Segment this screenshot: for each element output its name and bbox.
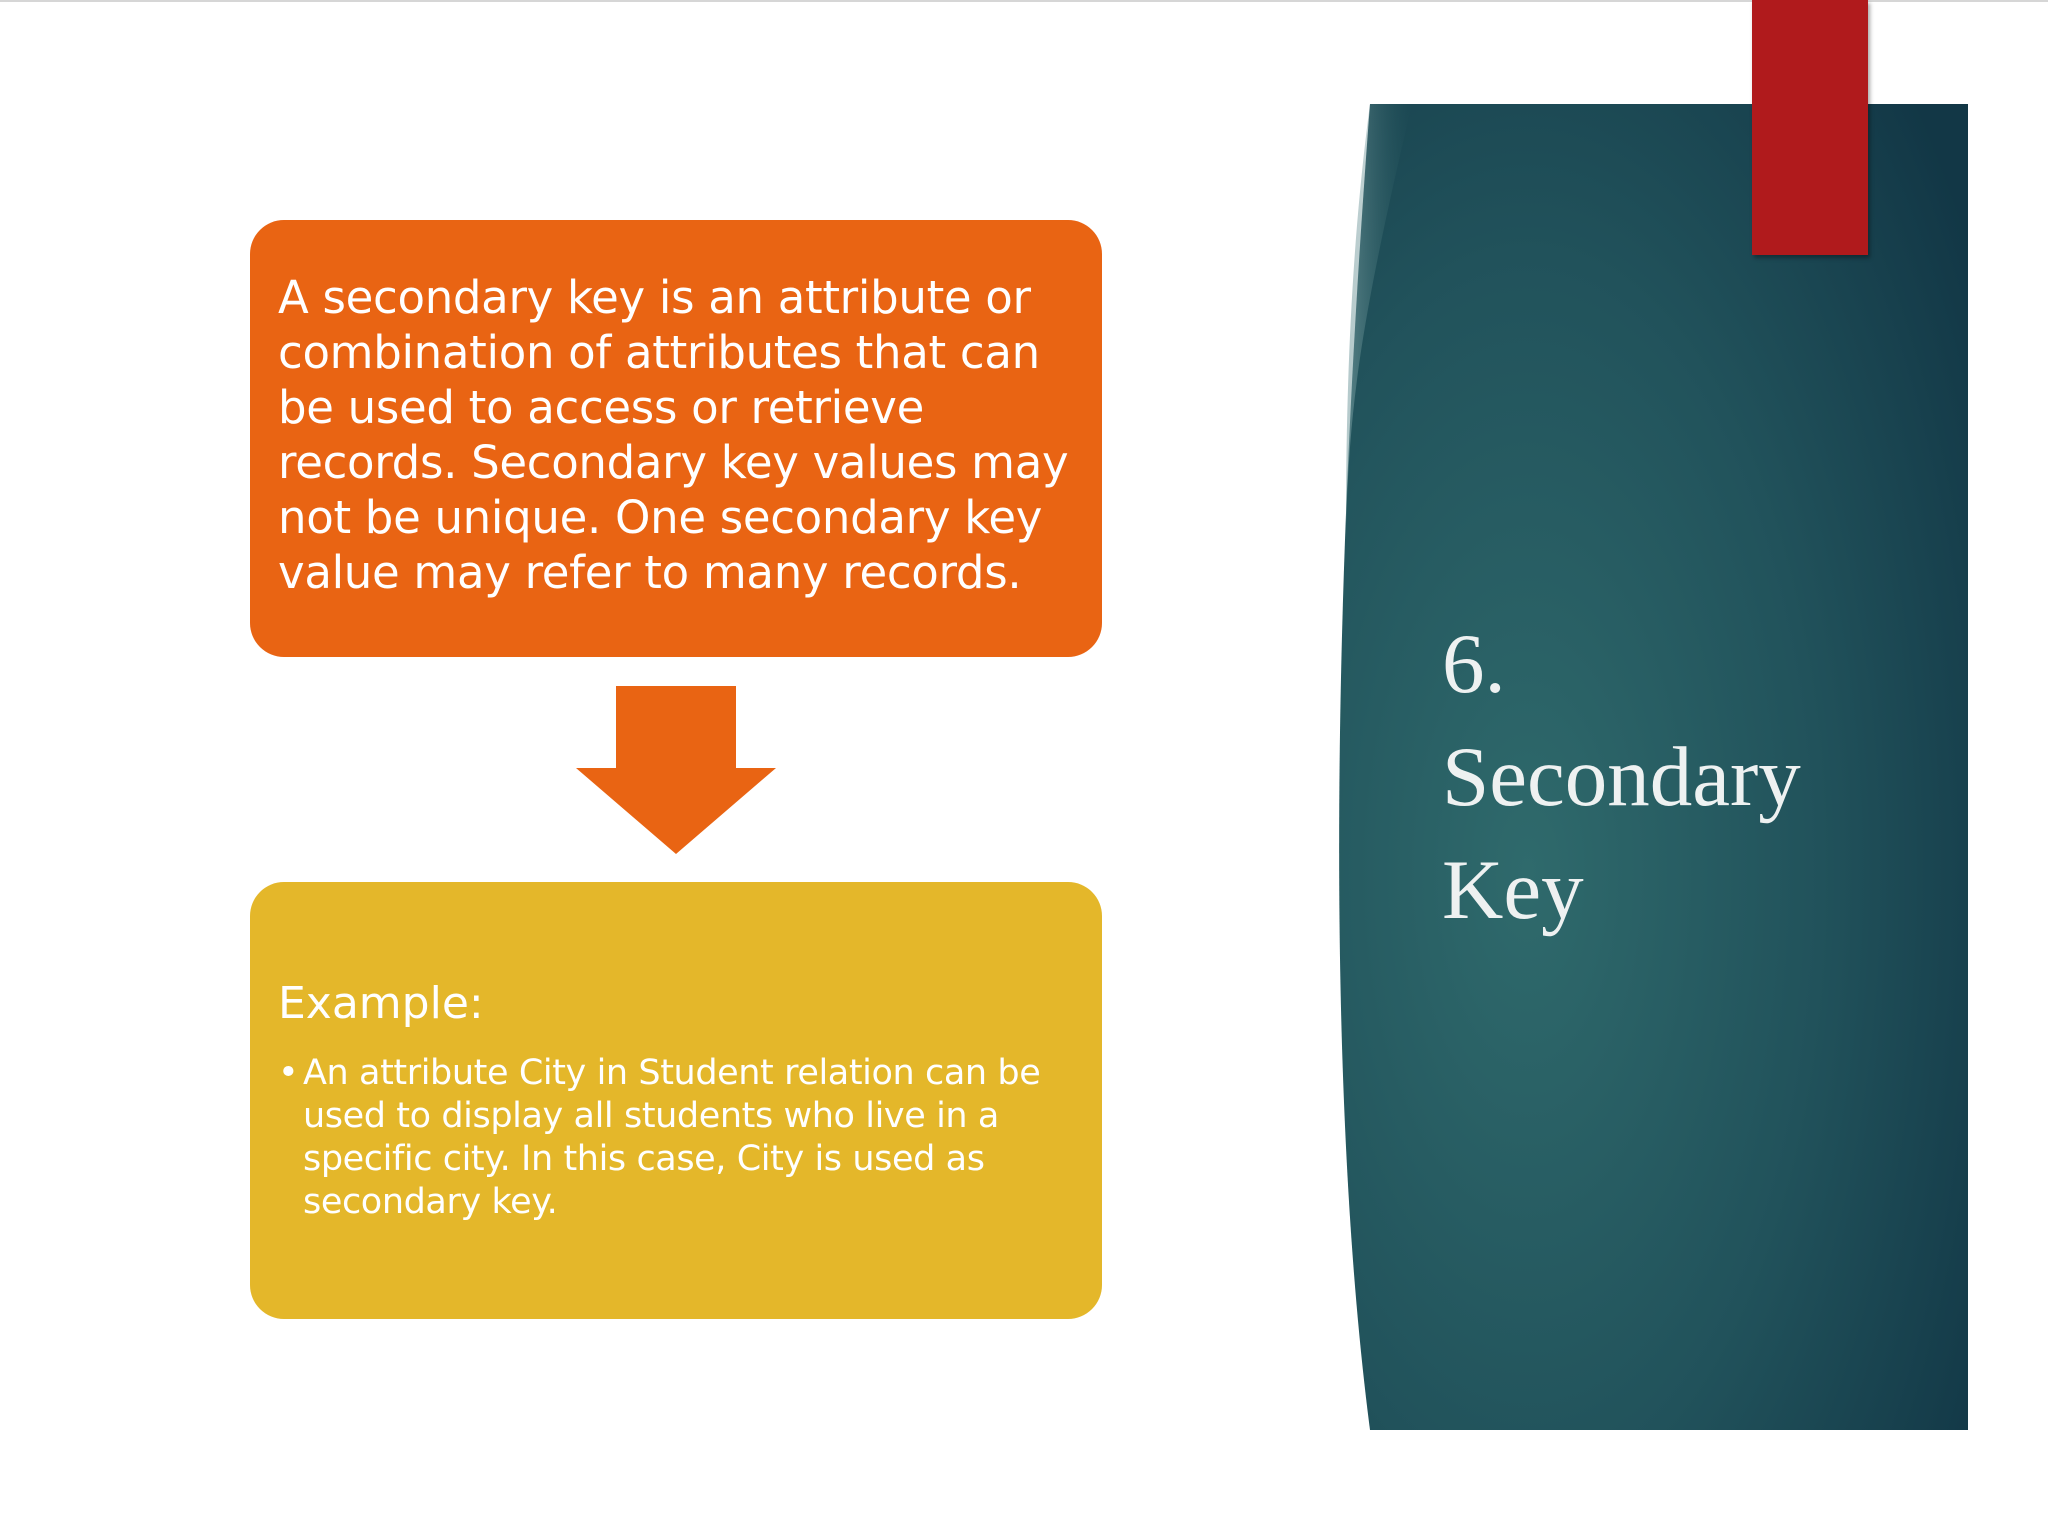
bookmark-ribbon	[1752, 0, 1868, 255]
section-title: 6. Secondary Key	[1442, 617, 1801, 937]
list-item-text: An attribute City in Student relation can be used to display all students who live in a specific city. In this case, City is used as secondary key.	[303, 1053, 1041, 1222]
definition-box	[250, 220, 1102, 657]
bullet-icon: •	[278, 1053, 299, 1093]
definition-text: A secondary key is an attribute or combination of attributes that can be used to access or retrieve records. Secondary key values may not be unique. One secondary key value may refer to many records.	[278, 271, 1069, 599]
down-arrow-icon	[576, 686, 776, 854]
list-item	[278, 1052, 1072, 1224]
example-heading: Example:	[278, 978, 484, 1029]
example-list	[278, 1052, 1072, 1224]
example-box	[250, 882, 1102, 1319]
